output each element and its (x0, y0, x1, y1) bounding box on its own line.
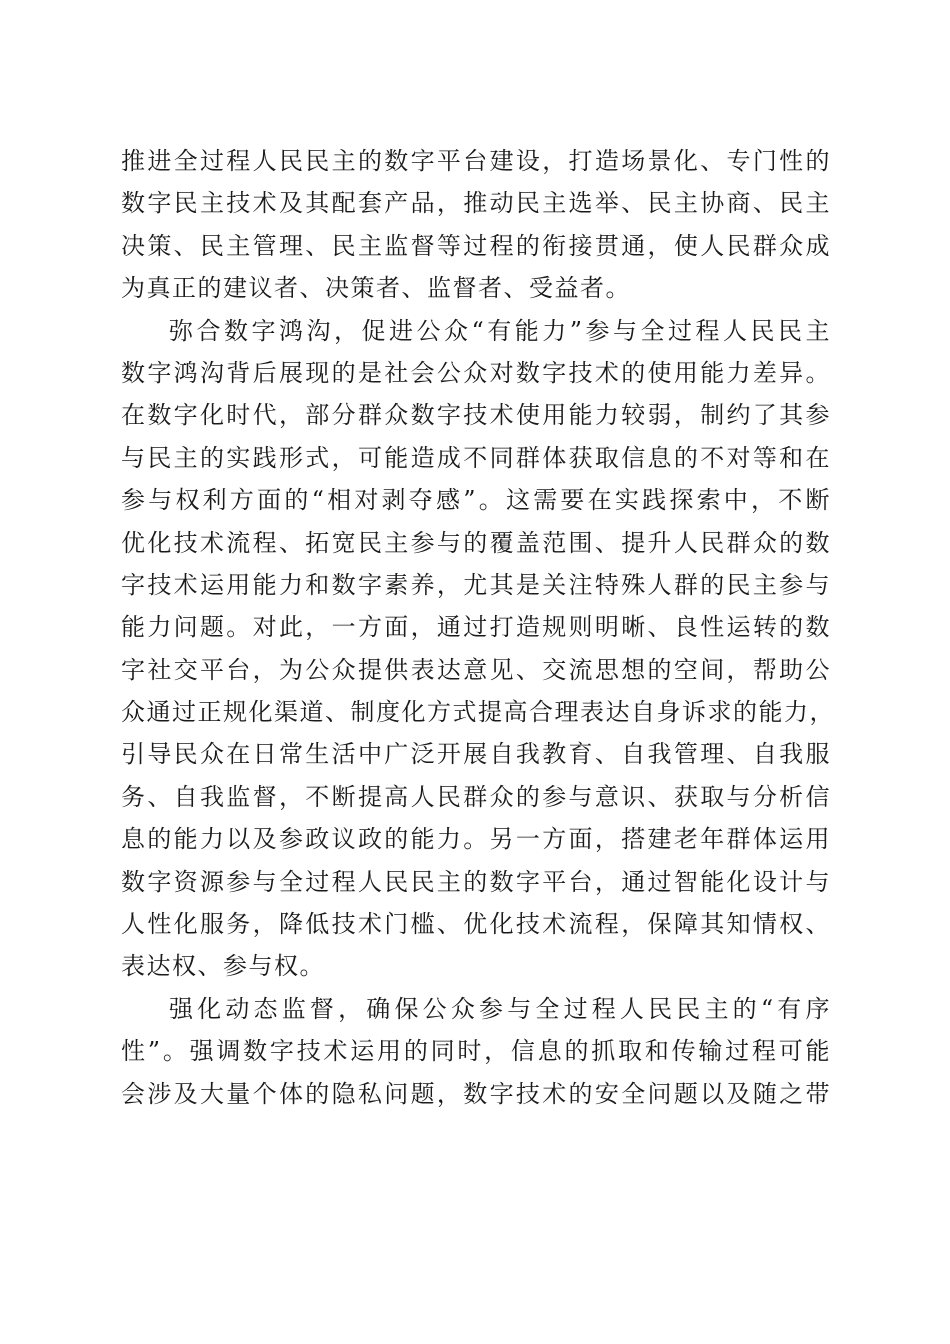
section-heading-line: 强化动态监督，确保公众参与全过程人民民主的“有序 (169, 994, 831, 1023)
text-line: 会涉及大量个体的隐私问题，数字技术的安全问题以及随之带 (121, 1079, 831, 1108)
text-line: 众通过正规化渠道、制度化方式提高合理表达自身诉求的能力， (121, 698, 835, 727)
text-line: 性”。强调数字技术运用的同时，信息的抓取和传输过程可能 (121, 1037, 831, 1066)
text-line: 数字资源参与全过程人民民主的数字平台，通过智能化设计与 (121, 867, 831, 896)
text-line: 推进全过程人民民主的数字平台建设，打造场景化、专门性的 (121, 147, 831, 175)
document-body (121, 140, 835, 1115)
paragraph-3 (121, 988, 831, 1115)
text-line: 优化技术流程、拓宽民主参与的覆盖范围、提升人民群众的数 (121, 528, 831, 557)
paragraph-2 (121, 310, 835, 988)
text-line: 人性化服务，降低技术门槛、优化技术流程，保障其知情权、 (121, 910, 831, 939)
text-line: 数字民主技术及其配套产品，推动民主选举、民主协商、民主 (121, 189, 831, 218)
text-line: 字社交平台，为公众提供表达意见、交流思想的空间，帮助公 (121, 655, 831, 684)
text-line: 在数字化时代，部分群众数字技术使用能力较弱，制约了其参 (121, 401, 831, 430)
text-line: 引导民众在日常生活中广泛开展自我教育、自我管理、自我服 (121, 740, 831, 769)
text-line: 字技术运用能力和数字素养，尤其是关注特殊人群的民主参与 (121, 570, 831, 599)
text-line: 参与权利方面的“相对剥夺感”。这需要在实践探索中，不断 (121, 486, 831, 515)
text-line: 决策、民主管理、民主监督等过程的衔接贯通，使人民群众成 (121, 231, 831, 260)
text-line: 务、自我监督，不断提高人民群众的参与意识、获取与分析信 (121, 782, 831, 811)
section-heading-line: 弥合数字鸿沟，促进公众“有能力”参与全过程人民民主 (169, 316, 831, 345)
paragraph-1 (121, 140, 831, 310)
text-line: 为真正的建议者、决策者、监督者、受益者。 (121, 274, 631, 303)
text-line: 表达权、参与权。 (121, 952, 325, 981)
text-line: 息的能力以及参政议政的能力。另一方面，搭建老年群体运用 (121, 825, 831, 854)
text-line: 能力问题。对此，一方面，通过打造规则明晰、良性运转的数 (121, 613, 831, 642)
text-line: 与民主的实践形式，可能造成不同群体获取信息的不对等和在 (121, 443, 831, 472)
text-line: 数字鸿沟背后展现的是社会公众对数字技术的使用能力差异。 (121, 358, 831, 387)
